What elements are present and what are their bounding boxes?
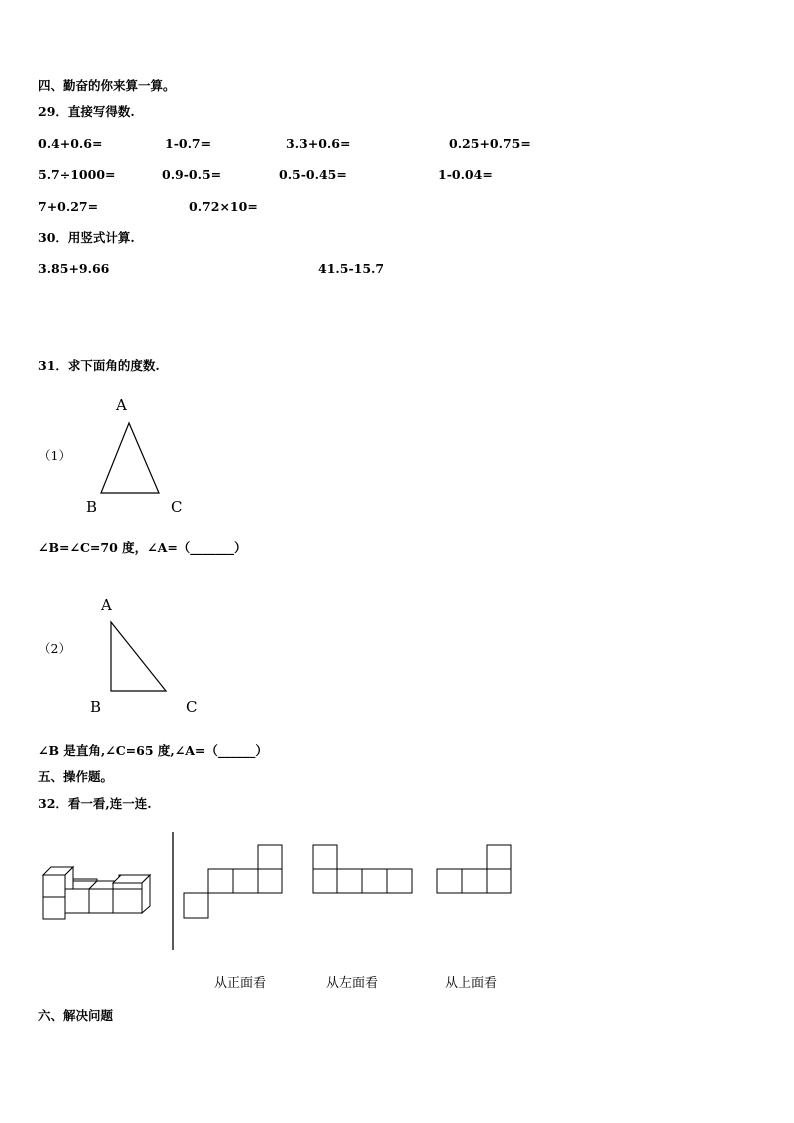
- q30-item-2: 41.5-15.7: [318, 261, 385, 276]
- q29-item-5: 5.7÷1000=: [38, 167, 116, 182]
- question-31-title: 31．求下面角的度数.: [38, 358, 160, 373]
- q29-item-10: 0.72×10=: [189, 199, 258, 214]
- view-label-front: 从正面看: [214, 976, 267, 991]
- q29-item-7: 0.5-0.45=: [279, 167, 347, 182]
- triangle1-vertex-b: B: [86, 498, 98, 516]
- q29-item-9: 7+0.27=: [38, 199, 99, 214]
- q31-part2-condition: ∠B 是直角,∠C=65 度,∠A=（______）: [38, 743, 268, 758]
- view-label-top: 从上面看: [445, 976, 498, 991]
- question-29-title: 29．直接写得数.: [38, 104, 135, 119]
- q29-item-2: 1-0.7=: [165, 136, 212, 151]
- q29-item-8: 1-0.04=: [438, 167, 493, 182]
- question-30-title: 30．用竖式计算.: [38, 230, 135, 245]
- view-label-left: 从左面看: [326, 976, 379, 991]
- q31-part1-condition: ∠B=∠C=70 度，∠A=（_______）: [38, 540, 247, 555]
- q29-item-3: 3.3+0.6=: [286, 136, 351, 151]
- triangle2-vertex-c: C: [186, 698, 198, 716]
- q29-item-4: 0.25+0.75=: [449, 136, 531, 151]
- section-heading-4: 四、勤奋的你来算一算。: [38, 78, 176, 93]
- question-32-title: 32．看一看,连一连.: [38, 796, 152, 811]
- q29-item-1: 0.4+0.6=: [38, 136, 103, 151]
- section-heading-5: 五、操作题。: [38, 769, 114, 784]
- q30-item-1: 3.85+9.66: [38, 261, 110, 276]
- triangle1-vertex-c: C: [171, 498, 183, 516]
- triangle1-vertex-a: A: [116, 396, 127, 414]
- q29-item-6: 0.9-0.5=: [162, 167, 222, 182]
- q31-part2-label: （2）: [38, 641, 71, 656]
- q31-part1-label: （1）: [38, 448, 71, 463]
- triangle2-vertex-b: B: [90, 698, 102, 716]
- section-heading-6: 六、解决问题: [38, 1008, 114, 1023]
- triangle2-vertex-a: A: [101, 596, 112, 614]
